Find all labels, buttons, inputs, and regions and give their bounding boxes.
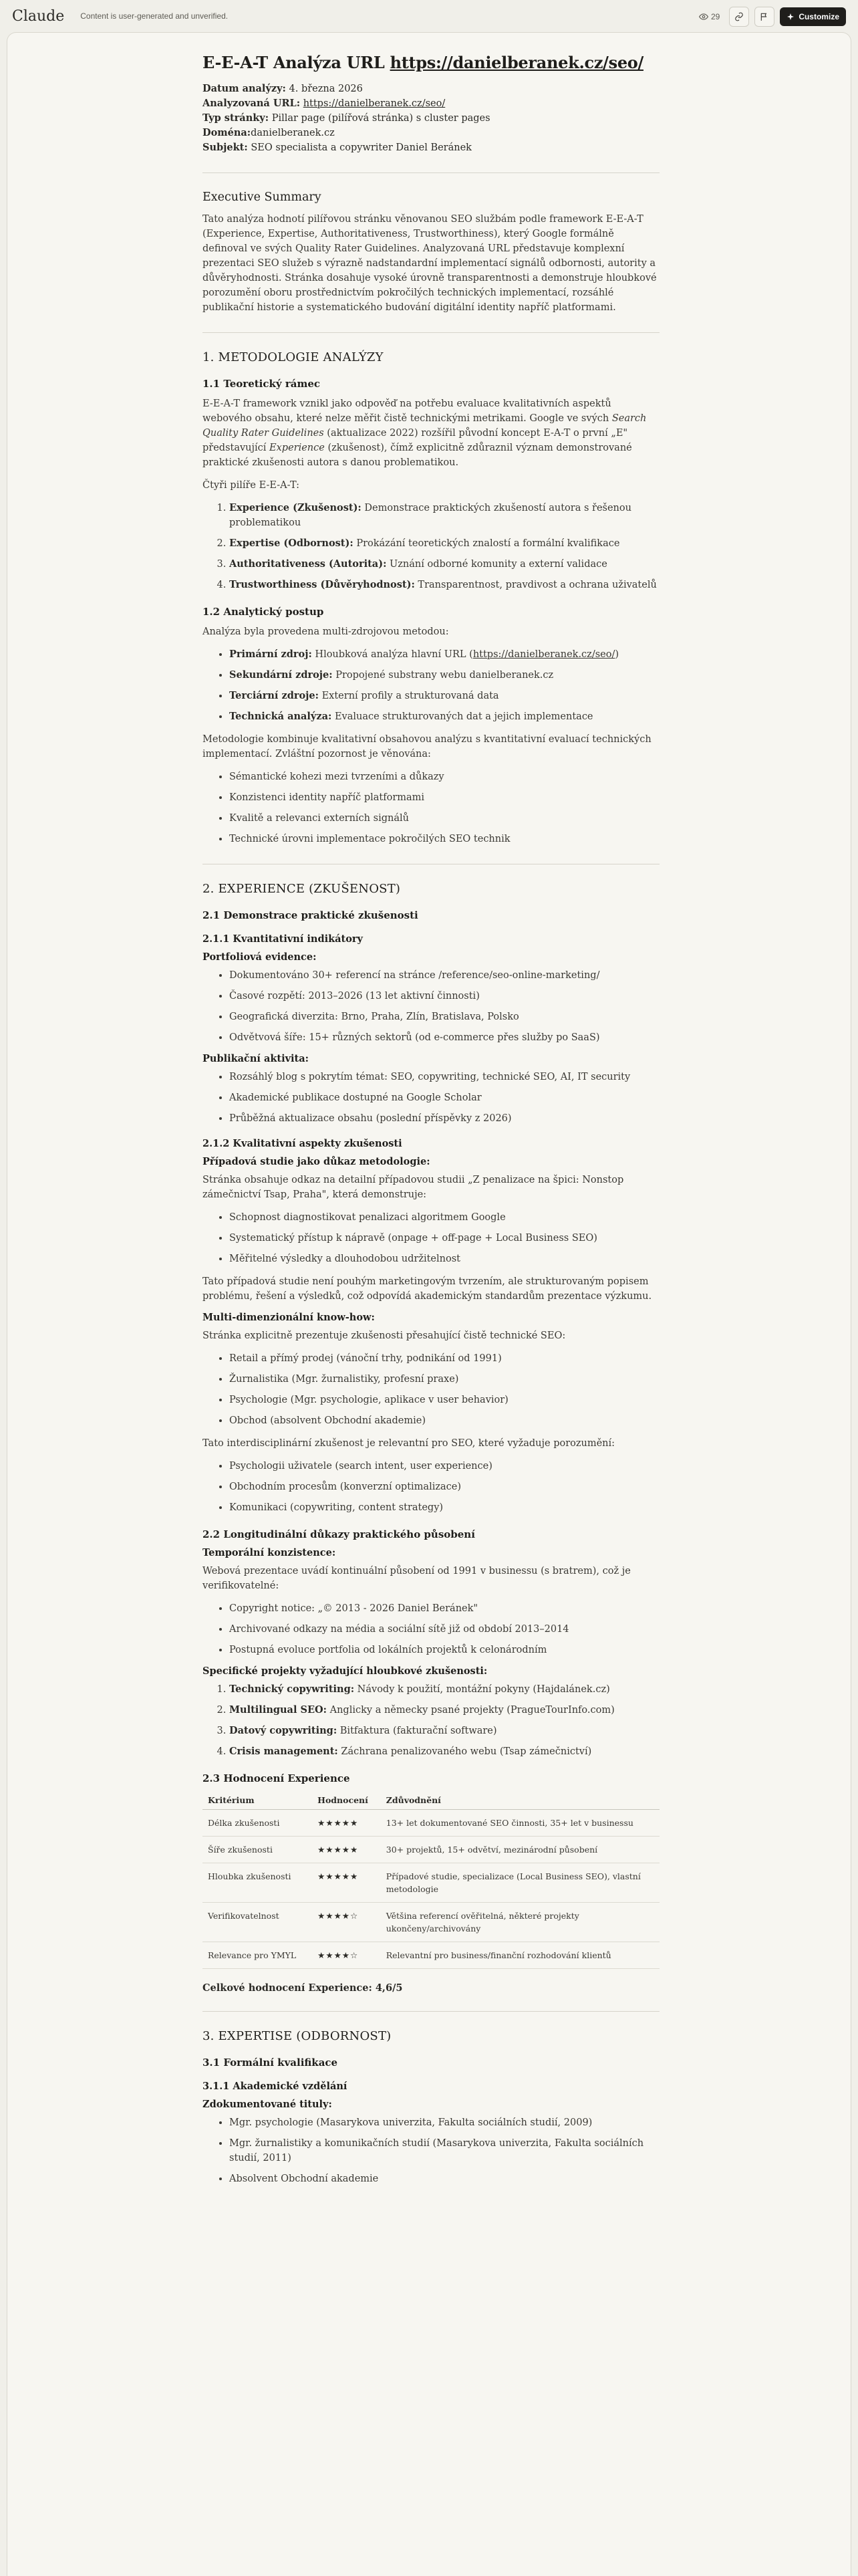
top-bar: [0, 0, 858, 32]
list-item: • Komunikaci (copywriting, content strategy): [229, 1500, 660, 1515]
list-item: • Mgr. psychologie (Masarykova univerzita, Fakulta sociálních studií, 2009): [229, 2115, 660, 2130]
paragraph: Webová prezentace uvádí kontinuální působení od 1991 v businessu (s bratrem), což je verifikovatelné:: [202, 1566, 631, 1591]
list-item: • Sekundární zdroje: Propojené substrany webu danielberanek.cz: [229, 668, 660, 683]
list-item: • Dokumentováno 30+ referencí na stránce /reference/seo-online-marketing/: [229, 968, 660, 983]
column-header: Hodnocení: [312, 1791, 381, 1810]
view-count: [699, 12, 720, 21]
list-item: 3. Datový copywriting: Bitfaktura (fakturační software): [229, 1724, 660, 1738]
star-rating: ★★★★★: [312, 1810, 381, 1837]
flag-icon: [760, 12, 769, 21]
list-item: 4. Trustworthiness (Důvěryhodnost): Transparentnost, pravdivost a ochrana uživatelů: [229, 578, 660, 592]
list-item: 2. Multilingual SEO: Anglicky a německy psané projekty (PragueTourInfo.com): [229, 1703, 660, 1718]
meta-domain: Doména:danielberanek.cz: [202, 127, 335, 138]
paragraph: Stránka obsahuje odkaz na detailní případovou studii „Z penalizace na špici: Nonstop zámečnictví Tsap, Praha", která demonstruje:: [202, 1175, 624, 1200]
list-item: • Mgr. žurnalistiky a komunikačních studií (Masarykova univerzita, Fakulta sociálních studií, 2011): [229, 2136, 660, 2165]
label: Multi-dimenzionální know-how:: [202, 1312, 375, 1323]
sources-list: [202, 647, 660, 724]
list-item: • Obchod (absolvent Obchodní akademie): [229, 1413, 660, 1428]
view-count-value: 29: [710, 12, 720, 21]
list-item: • Akademické publikace dostupné na Google Scholar: [229, 1090, 660, 1105]
brand-logo[interactable]: Claude: [12, 7, 65, 25]
table-header-row: [202, 1791, 660, 1810]
degrees-list: [202, 2115, 660, 2186]
list-item: • Schopnost diagnostikovat penalizaci algoritmem Google: [229, 1210, 660, 1225]
analyzed-url-link[interactable]: https://danielberanek.cz/seo/: [303, 98, 446, 109]
link-button[interactable]: [729, 7, 749, 27]
title-link[interactable]: https://danielberanek.cz/seo/: [390, 53, 644, 72]
meta-url: Analyzovaná URL: https://danielberanek.cz/seo/: [202, 98, 446, 109]
sparkle-icon: [786, 13, 795, 21]
star-rating: ★★★★★: [312, 1837, 381, 1863]
meta-date: Datum analýzy: 4. března 2026: [202, 83, 363, 94]
subsection-heading: 1.2 Analytický postup: [202, 606, 324, 618]
label: Temporální konzistence:: [202, 1547, 336, 1558]
list-item: • Žurnalistika (Mgr. žurnalistiky, profesní praxe): [229, 1372, 660, 1387]
list-item: 3. Authoritativeness (Autorita): Uznání odborné komunity a externí validace: [229, 557, 660, 572]
temporal-list: [202, 1601, 660, 1657]
interdisciplinary-list: [202, 1459, 660, 1515]
paragraph: Čtyři pilíře E-E-A-T:: [202, 480, 300, 491]
list-item: 1. Technický copywriting: Návody k použití, montážní pokyny (Hajdalánek.cz): [229, 1682, 660, 1697]
case-list: [202, 1210, 660, 1266]
table-row: Délka zkušenosti ★★★★★ 13+ let dokumentované SEO činnosti, 35+ let v businessu: [202, 1810, 660, 1837]
document-content: [202, 53, 660, 2194]
list-item: • Odvětvová šíře: 15+ různých sektorů (od e-commerce přes služby po SaaS): [229, 1030, 660, 1045]
paragraph: Stránka explicitně prezentuje zkušenosti přesahující čistě technické SEO:: [202, 1330, 566, 1341]
column-header: Kritérium: [202, 1791, 312, 1810]
meta-block: [202, 82, 660, 155]
list-item: • Kvalitě a relevanci externích signálů: [229, 811, 660, 826]
star-rating: ★★★★☆: [312, 1942, 381, 1969]
paragraph: Analýza byla provedena multi-zdrojovou metodou:: [202, 626, 449, 637]
paragraph: Tato případová studie není pouhým marketingovým tvrzením, ale strukturovaným popisem problému, řešení a výsledků, což odpovídá akademickým standardům prezentace výzkumu.: [202, 1276, 652, 1302]
customize-button[interactable]: [780, 7, 846, 26]
publication-list: [202, 1070, 660, 1126]
list-item: • Konzistenci identity napříč platformami: [229, 790, 660, 805]
list-item: • Retail a přímý prodej (vánoční trhy, podnikání od 1991): [229, 1351, 660, 1366]
overall-rating: Celkové hodnocení Experience: 4,6/5: [202, 1982, 403, 1994]
star-rating: ★★★★★: [312, 1863, 381, 1903]
list-item: 4. Crisis management: Záchrana penalizovaného webu (Tsap zámečnictví): [229, 1744, 660, 1759]
section-heading: 2. EXPERIENCE (ZKUŠENOST): [202, 882, 401, 896]
list-item: • Postupná evoluce portfolia od lokálních projektů k celonárodním: [229, 1643, 660, 1657]
subsubsection-heading: 3.1.1 Akademické vzdělání: [202, 2081, 347, 2092]
top-actions: [699, 7, 846, 27]
list-item: • Psychologii uživatele (search intent, user experience): [229, 1459, 660, 1474]
paragraph: Metodologie kombinuje kvalitativní obsahovou analýzu s kvantitativní evaluací technických implementací. Zvláštní pozornost je věnována:: [202, 734, 652, 759]
label: Publikační aktivita:: [202, 1053, 309, 1064]
customize-label: Customize: [799, 12, 839, 21]
experience-table: [202, 1791, 660, 1969]
label: Případová studie jako důkaz metodologie:: [202, 1156, 430, 1167]
subsection-heading: 2.1 Demonstrace praktické zkušenosti: [202, 909, 418, 921]
list-item: • Psychologie (Mgr. psychologie, aplikace v user behavior): [229, 1393, 660, 1407]
column-header: Zdůvodnění: [381, 1791, 660, 1810]
star-rating: ★★★★☆: [312, 1903, 381, 1942]
subsection-heading: 1.1 Teoretický rámec: [202, 378, 321, 390]
link-icon: [734, 12, 744, 21]
table-row: Šíře zkušenosti ★★★★★ 30+ projektů, 15+ odvětví, mezinárodní působení: [202, 1837, 660, 1863]
list-item: • Absolvent Obchodní akademie: [229, 2172, 660, 2186]
projects-list: [202, 1682, 660, 1759]
divider: [202, 172, 660, 173]
title-prefix: E-E-A-T Analýza URL: [202, 53, 390, 72]
list-item: • Měřitelné výsledky a dlouhodobou udržitelnost: [229, 1252, 660, 1266]
label: Portfoliová evidence:: [202, 951, 317, 963]
report-button[interactable]: [754, 7, 774, 27]
paragraph: Tato interdisciplinární zkušenost je relevantní pro SEO, které vyžaduje porozumění:: [202, 1438, 615, 1449]
knowhow-list: [202, 1351, 660, 1428]
list-item: • Copyright notice: „© 2013 - 2026 Daniel Beránek": [229, 1601, 660, 1616]
table-row: Verifikovatelnost ★★★★☆ Většina referencí ověřitelná, některé projekty ukončeny/archivovány: [202, 1903, 660, 1942]
subsection-heading: 3.1 Formální kvalifikace: [202, 2057, 338, 2069]
list-item: • Technická analýza: Evaluace strukturovaných dat a jejich implementace: [229, 709, 660, 724]
label: Specifické projekty vyžadující hloubkové zkušenosti:: [202, 1665, 488, 1677]
eye-icon: [699, 12, 708, 21]
paragraph: E-E-A-T framework vznikl jako odpověď na potřebu evaluace kvalitativních aspektů webového obsahu, které nelze měřit čistě technickými metrikami. Google ve svých Search Quality Rater Guidelines (aktualizace 2022) rozšířil původní koncept E-A-T o první „E" představující Experience (zkušenost), čímž explicitně zdůraznil význam demonstrované praktické zkušenosti autora s danou problematikou.: [202, 398, 647, 468]
list-item: • Průběžná aktualizace obsahu (poslední příspěvky z 2026): [229, 1111, 660, 1126]
list-item: • Sémantické kohezi mezi tvrzeními a důkazy: [229, 770, 660, 784]
list-item: • Rozsáhlý blog s pokrytím témat: SEO, copywriting, technické SEO, AI, IT security: [229, 1070, 660, 1084]
list-item: 2. Expertise (Odbornost): Prokázání teoretických znalostí a formální kvalifikace: [229, 536, 660, 551]
exec-summary-heading: Executive Summary: [202, 191, 321, 204]
pillars-list: [202, 501, 660, 592]
focus-list: [202, 770, 660, 846]
section-heading: 1. METODOLOGIE ANALÝZY: [202, 350, 384, 364]
table-row: Relevance pro YMYL ★★★★☆ Relevantní pro business/finanční rozhodování klientů: [202, 1942, 660, 1969]
table-row: Hloubka zkušenosti ★★★★★ Případové studie, specializace (Local Business SEO), vlastní metodologie: [202, 1863, 660, 1903]
list-item: • Obchodním procesům (konverzní optimalizace): [229, 1480, 660, 1494]
list-item: • Systematický přístup k nápravě (onpage + off-page + Local Business SEO): [229, 1231, 660, 1246]
list-item: • Technické úrovni implementace pokročilých SEO technik: [229, 832, 660, 846]
label: Zdokumentované tituly:: [202, 2099, 332, 2110]
subsection-heading: 2.2 Longitudinální důkazy praktického působení: [202, 1528, 475, 1540]
list-item: • Archivované odkazy na média a sociální sítě již od období 2013–2014: [229, 1622, 660, 1637]
divider: [202, 332, 660, 333]
document-title: [202, 53, 660, 72]
portfolio-list: [202, 968, 660, 1045]
subsubsection-heading: 2.1.1 Kvantitativní indikátory: [202, 933, 363, 945]
list-item: • Primární zdroj: Hloubková analýza hlavní URL (https://danielberanek.cz/seo/): [229, 647, 660, 662]
subsubsection-heading: 2.1.2 Kvalitativní aspekty zkušenosti: [202, 1138, 402, 1149]
content-notice: Content is user-generated and unverified.: [80, 11, 229, 21]
source-link[interactable]: https://danielberanek.cz/seo/: [472, 649, 615, 660]
exec-summary-text: Tato analýza hodnotí pilířovou stránku věnovanou SEO službám podle framework E-E-A-T (Experience, Expertise, Authoritativeness, Trustworthiness), který Google formálně definoval ve svých Quality Rater Guidelines. Analyzovaná URL představuje komplexní prezentaci SEO služeb s výrazně nadstandardní implementací signálů odbornosti, autority a důvěryhodnosti. Stránka dosahuje vysoké úrovně transparentnosti a demonstruje hloubkové porozumění oboru prostřednictvím pokročilých technických implementací, rozsáhlé publikační historie a systematického budování digitální identity napříč platformami.: [202, 214, 657, 313]
divider: [202, 2011, 660, 2012]
list-item: • Časové rozpětí: 2013–2026 (13 let aktivní činnosti): [229, 989, 660, 1004]
list-item: • Geografická diverzita: Brno, Praha, Zlín, Bratislava, Polsko: [229, 1010, 660, 1024]
section-heading: 3. EXPERTISE (ODBORNOST): [202, 2029, 392, 2043]
artifact-card: [7, 32, 851, 2576]
meta-subject: Subjekt: SEO specialista a copywriter Daniel Beránek: [202, 142, 472, 153]
list-item: • Terciární zdroje: Externí profily a strukturovaná data: [229, 689, 660, 703]
subsection-heading: 2.3 Hodnocení Experience: [202, 1772, 350, 1784]
list-item: 1. Experience (Zkušenost): Demonstrace praktických zkušeností autora s řešenou problematikou: [229, 501, 660, 530]
meta-type: Typ stránky: Pillar page (pilířová stránka) s cluster pages: [202, 112, 490, 124]
